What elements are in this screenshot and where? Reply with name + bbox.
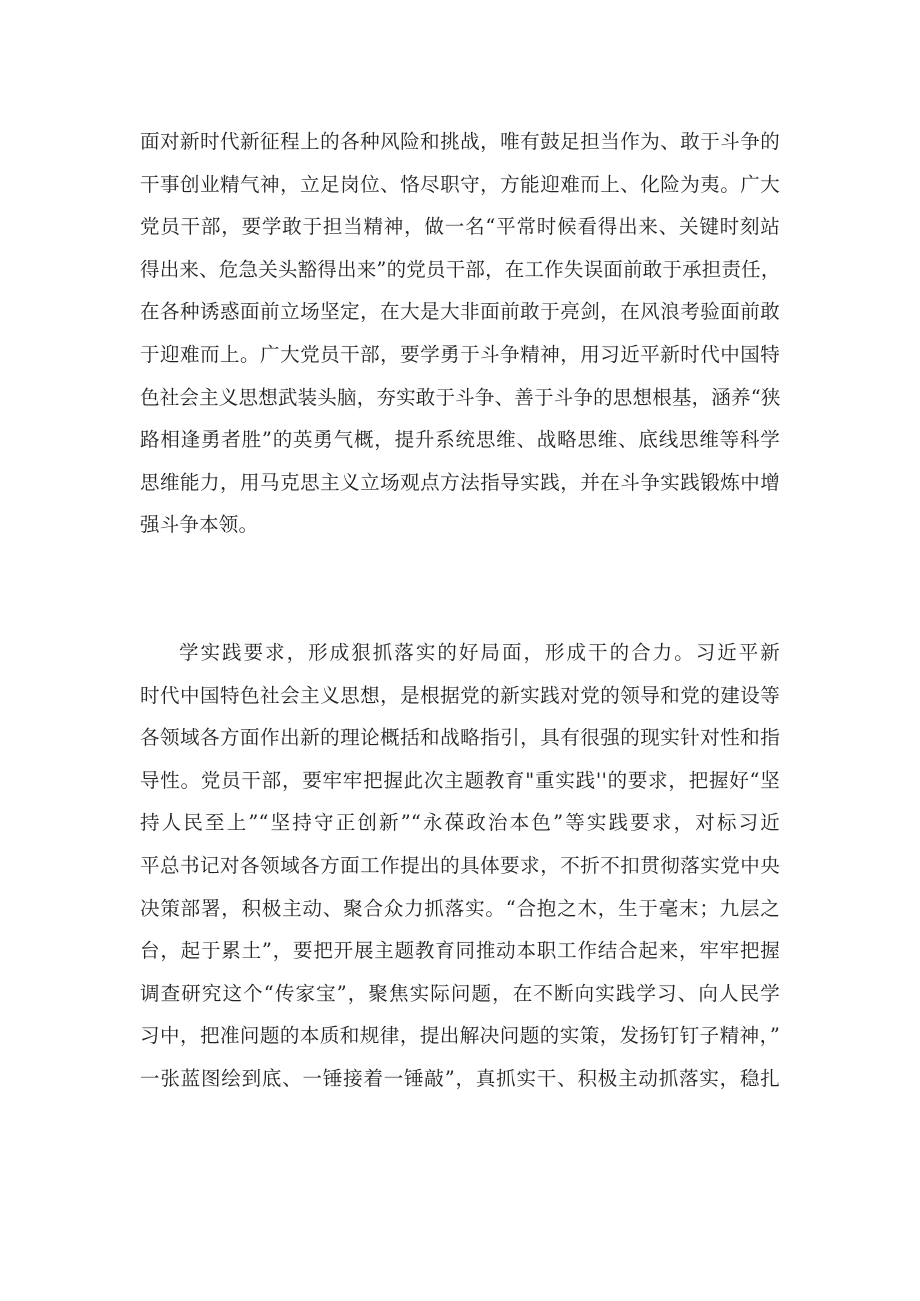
text-line: 路相逢勇者胜”的英勇气概，提升系统思维、战略思维、底线思维等科学 [140,428,780,452]
text-line: 思维能力，用马克思主义立场观点方法指导实践，并在斗争实践锻炼中增 [140,470,780,494]
text-line: 决策部署，积极主动、聚合众力抓落实。“合抱之木，生于毫末；九层之 [140,896,780,920]
text-line: 学实践要求，形成狠抓落实的好局面，形成干的合力。习近平新 [179,641,780,664]
text-line: 干事创业精气神，立足岗位、恪尽职守，方能迎难而上、化险为夷。广大 [140,172,780,196]
paragraph-1 [140,121,780,547]
text-line: 台，起于累土”，要把开展主题教育同推动本职工作结合起来，牢牢把握 [140,939,780,963]
text-line: 一张蓝图绘到底、一锤接着一锤敲”，真抓实干、积极主动抓落实，稳扎 [140,1066,780,1090]
text-line: 各领域各方面作出新的理论概括和战略指引，具有很强的现实针对性和指 [140,726,780,750]
paragraph-2 [140,632,780,1101]
text-line: 导性。党员干部，要牢牢把握此次主题教育"重实践''的要求，把握好“坚 [140,768,780,792]
text-line: 于迎难而上。广大党员干部，要学勇于斗争精神，用习近平新时代中国特 [140,342,780,366]
text-line: 习中，把准问题的本质和规律，提出解决问题的实策，发扬钉钉子精神，” [140,1024,780,1048]
text-line: 在各种诱惑面前立场坚定，在大是大非面前敢于亮剑，在风浪考验面前敢 [140,300,780,324]
text-line: 时代中国特色社会主义思想，是根据党的新实践对党的领导和党的建设等 [140,683,780,707]
text-line: 调查研究这个“传家宝”，聚焦实际问题，在不断向实践学习、向人民学 [140,981,780,1005]
text-line: 色社会主义思想武装头脑，夯实敢于斗争、善于斗争的思想根基，涵养“狭 [140,385,781,409]
text-line: 平总书记对各领域各方面工作提出的具体要求，不折不扣贯彻落实党中央 [140,853,780,877]
text-line: 党员干部，要学敢于担当精神，做一名“平常时候看得出来、关键时刻站 [140,215,780,239]
text-line: 面对新时代新征程上的各种风险和挑战，唯有鼓足担当作为、敢于斗争的 [140,130,780,153]
text-line: 持人民至上”“坚持守正创新”“永葆政治本色”等实践要求，对标习近 [140,811,780,835]
text-line: 强斗争本领。 [140,513,259,537]
text-line: 得出来、危急关头豁得出来”的党员干部，在工作失误面前敢于承担责任， [140,257,781,281]
